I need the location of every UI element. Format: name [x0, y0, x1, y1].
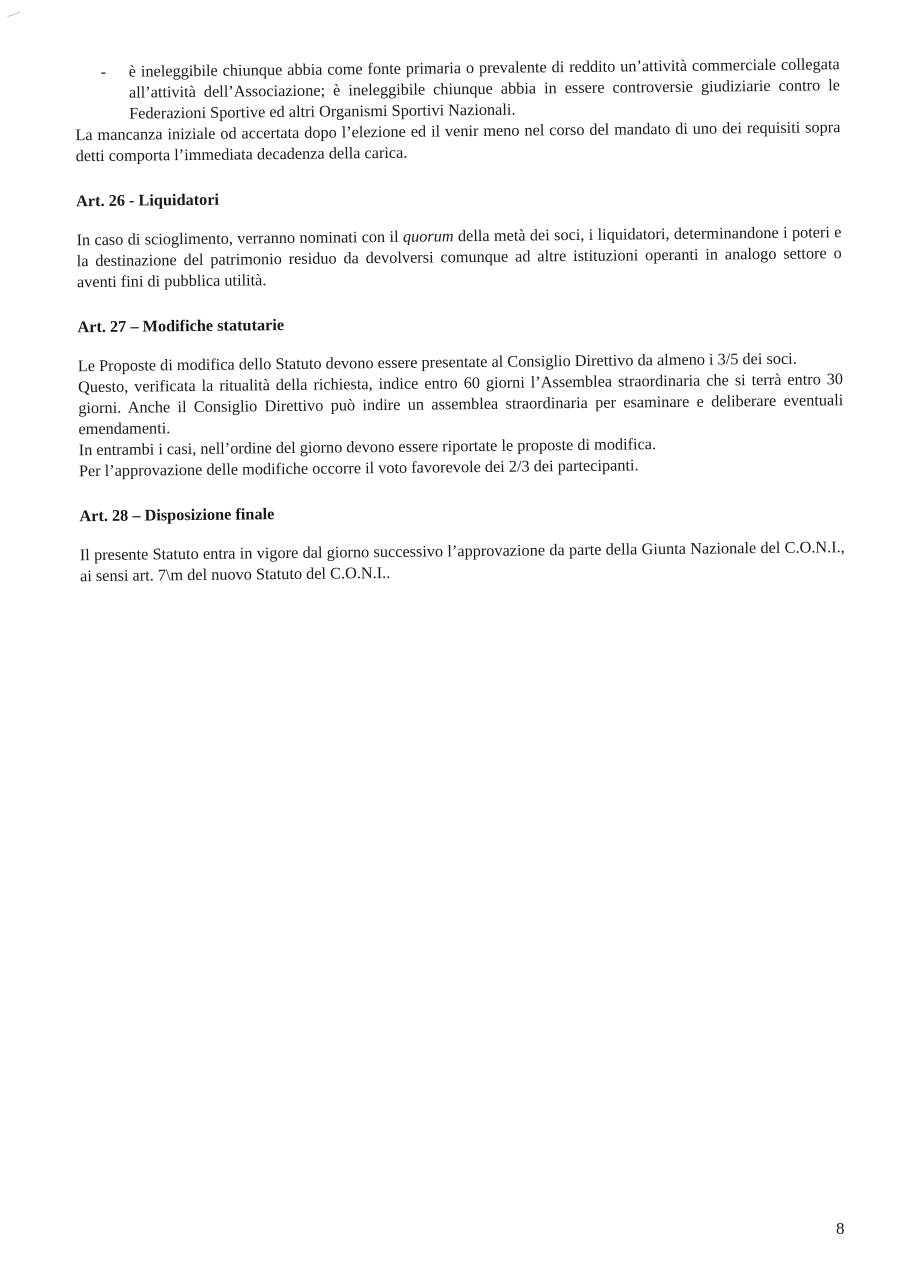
art28-paragraph: Il presente Statuto entra in vigore dal giorno successivo l’approvazione da parte della Giunta Nazionale del C.O.N.I., ai sensi art. 7\m del nuovo Statuto del C.O.N.I.. [79, 537, 845, 586]
document-body [75, 53, 845, 586]
art28-heading: Art. 28 – Disposizione finale [79, 504, 275, 526]
art27-paragraph-1: Le Proposte di modifica dello Statuto devono essere presentate al Consiglio Direttivo da almeno i 3/5 dei soci. [77, 348, 797, 376]
bullet-text: è ineleggibile chiunque abbia come fonte primaria o prevalente di reddito un’attività commerciale collegata all’attività dell’Associazione; è ineleggibile chiunque abbia in essere controversie giudiziarie contro le Federazioni Sportive ed altri Organismi Sportivi Nazionali. [128, 54, 841, 123]
art26-text-before: In caso di scioglimento, verranno nominati con il [76, 226, 403, 250]
art26-heading: Art. 26 - Liquidatori [76, 189, 220, 211]
art27-heading: Art. 27 – Modifiche statutarie [77, 315, 285, 337]
art27-paragraph-4: Per l’approvazione delle modifiche occorre il voto favorevole dei 2/3 dei partecipanti. [78, 455, 639, 481]
art26-paragraph [76, 221, 842, 292]
art26-text-after: della metà dei soci, i liquidatori, determinandone i poteri e la destinazione del patrimonio residuo da devolversi comunque ad altre istituzioni operanti in analogo settore o aventi fini di pubblica utilità. [76, 222, 842, 292]
page-number: 8 [836, 1219, 845, 1238]
art26-quorum-italic: quorum [402, 226, 454, 246]
art27-body [78, 347, 844, 481]
art27-paragraph-2: Questo, verificata la ritualità della richiesta, indice entro 60 giorni l’Assemblea straordinaria che si terrà entro 30 giorni. Anche il Consiglio Direttivo può indire un assemblea straordinaria per esaminare e deliberare eventuali emendamenti. [77, 369, 844, 439]
eligibility-bullet [75, 53, 841, 124]
decadence-paragraph: La mancanza iniziale od accertata dopo l’elezione ed il venir meno nel corso del mandato di uno dei requisiti sopra detti comporta l’immediata decadenza della carica. [75, 117, 841, 166]
art27-paragraph-3: In entrambi i casi, nell’ordine del giorno devono essere riportate le proposte di modifica. [78, 434, 657, 460]
bullet-dash: - [100, 61, 107, 81]
